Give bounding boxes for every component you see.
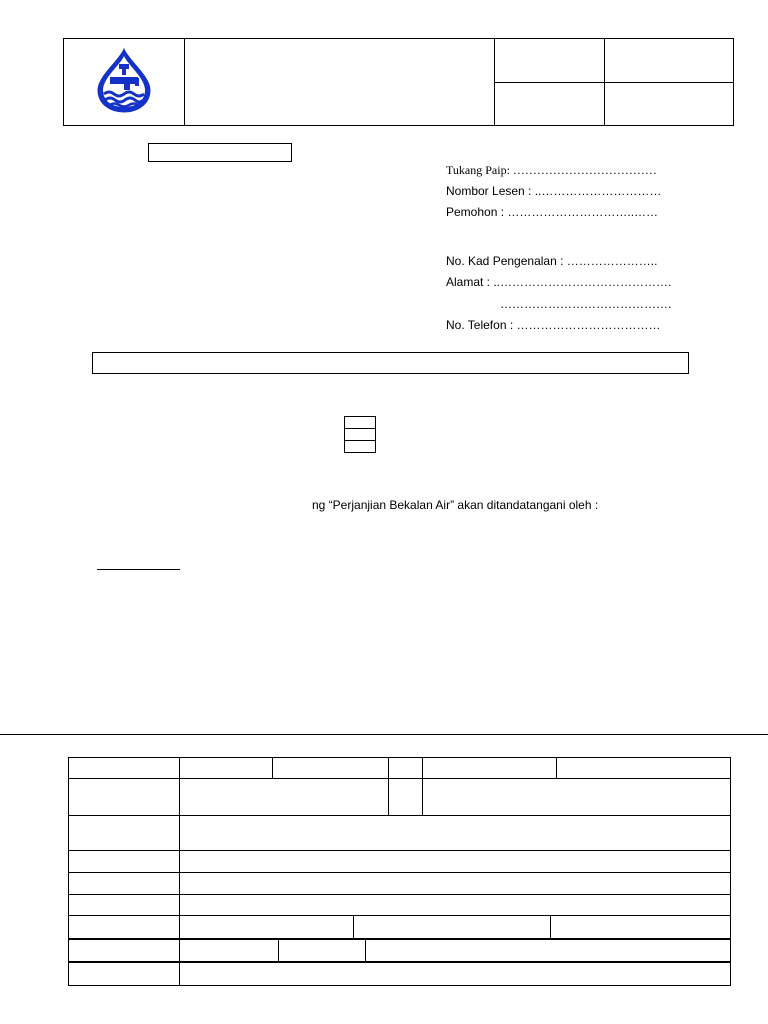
grid-cell (180, 873, 731, 895)
grid-cell (180, 779, 389, 816)
grid-row-8 (69, 939, 731, 963)
grid-cell (69, 873, 180, 895)
applicant-field: Pemohon : …………………………..…… (446, 205, 659, 219)
grid-cell (389, 779, 423, 816)
cut-line (0, 734, 768, 735)
grid-cell (69, 779, 180, 816)
water-tap-drop-icon (92, 46, 156, 114)
grid-row-7 (69, 916, 731, 940)
header-divider-logo (184, 38, 185, 126)
grid-row-9 (69, 962, 731, 986)
grid-cell (69, 916, 180, 940)
grid-cell (389, 758, 423, 779)
license-number-field: Nombor Lesen : ..………………………… (446, 184, 662, 198)
grid-cell (366, 939, 731, 963)
grid-cell (69, 816, 180, 851)
grid-cell (180, 962, 731, 986)
grid-row-1 (69, 758, 731, 779)
grid-cell (551, 916, 731, 940)
office-use-grid-row-7 (68, 915, 731, 940)
signature-line (97, 569, 180, 570)
phone-field: No. Telefon : ……………………………… (446, 318, 661, 332)
grid-row-6 (69, 895, 731, 916)
address-field-line-2: ……………………………………. (500, 297, 672, 311)
grid-cell (180, 895, 731, 916)
grid-cell (279, 939, 366, 963)
grid-cell (273, 758, 389, 779)
grid-cell (180, 939, 279, 963)
grid-cell (423, 758, 557, 779)
grid-cell (180, 851, 731, 873)
grid-cell (423, 779, 731, 816)
grid-cell (180, 916, 354, 940)
grid-cell (69, 758, 180, 779)
grid-row-5 (69, 873, 731, 895)
grid-cell (180, 816, 731, 851)
grid-cell (180, 758, 273, 779)
office-use-grid-row-9 (68, 961, 731, 986)
header-meta-row-divider (494, 82, 734, 83)
ic-number-field: No. Kad Pengenalan : ………………….. (446, 254, 658, 268)
grid-row-4 (69, 851, 731, 873)
agreement-text: ng “Perjanjian Bekalan Air” akan ditandatangani oleh : (312, 498, 599, 512)
grid-cell (557, 758, 731, 779)
grid-cell (69, 851, 180, 873)
subject-box (92, 352, 689, 374)
reference-box (148, 143, 292, 162)
office-use-grid (68, 757, 731, 916)
plumber-field: Tukang Paip: ……………………………… (446, 163, 657, 177)
grid-row-2 (69, 779, 731, 816)
grid-cell (69, 895, 180, 916)
address-field-line-1: Alamat : ..……………………………………. (446, 275, 672, 289)
logo (92, 46, 156, 114)
grid-cell (354, 916, 551, 940)
checkbox-stack-divider-1 (344, 428, 376, 429)
grid-row-3 (69, 816, 731, 851)
office-use-grid-row-8 (68, 938, 731, 963)
checkbox-stack (344, 416, 376, 453)
checkbox-stack-divider-2 (344, 440, 376, 441)
grid-cell (69, 939, 180, 963)
grid-cell (69, 962, 180, 986)
